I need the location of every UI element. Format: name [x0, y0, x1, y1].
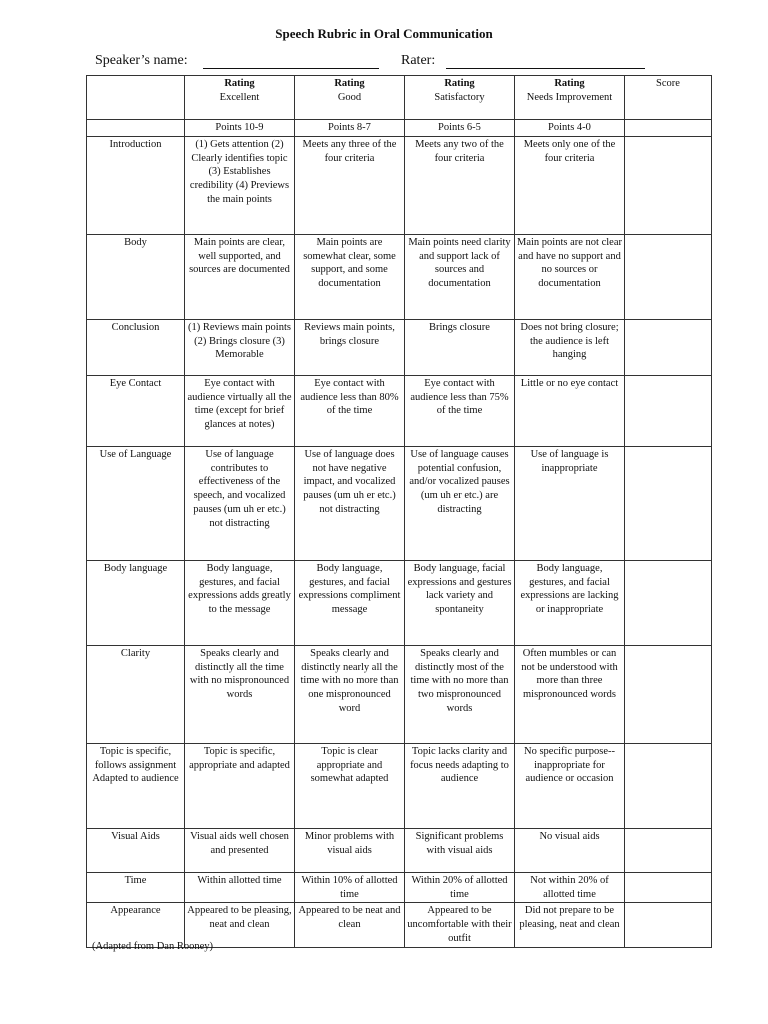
rubric-cell: Meets only one of the four criteria — [515, 136, 625, 234]
page-title: Speech Rubric in Oral Communication — [275, 26, 493, 41]
rubric-cell: Body language, gestures, and facial expressions adds greatly to the message — [185, 560, 295, 645]
criterion-cell: Body — [87, 234, 185, 319]
rubric-row-topic — [87, 743, 712, 828]
rubric-cell: Meets any three of the four criteria — [295, 136, 405, 234]
rubric-row-use-of-language — [87, 446, 712, 560]
rating-header-row — [87, 76, 712, 120]
points-cell: Points 8-7 — [295, 120, 405, 137]
rubric-cell: Speaks clearly and distinctly most of the time with no more than two mispronounced words — [405, 645, 515, 743]
points-cell: Points 4-0 — [515, 120, 625, 137]
rubric-cell: Reviews main points, brings closure — [295, 319, 405, 375]
points-score-cell — [625, 120, 712, 137]
rubric-cell: Little or no eye contact — [515, 375, 625, 446]
rating-header-excellent: Rating Excellent — [185, 76, 295, 120]
rubric-cell: Meets any two of the four criteria — [405, 136, 515, 234]
form-fields — [95, 52, 695, 72]
score-cell[interactable] — [625, 872, 712, 903]
rubric-cell: Body language, facial expressions and gestures lack variety and spontaneity — [405, 560, 515, 645]
criterion-cell: Appearance — [87, 903, 185, 947]
rating-header-satisfactory: Rating Satisfactory — [405, 76, 515, 120]
rubric-cell: No specific purpose--inappropriate for audience or occasion — [515, 743, 625, 828]
rubric-cell: Use of language is inappropriate — [515, 446, 625, 560]
rubric-row-eye-contact — [87, 375, 712, 446]
source-attribution: (Adapted from Dan Rooney) — [92, 941, 214, 952]
rubric-cell: Often mumbles or can not be understood with more than three mispronounced words — [515, 645, 625, 743]
rubric-cell: Use of language causes potential confusion, and/or vocalized pauses (um uh er etc.) are distracting — [405, 446, 515, 560]
criterion-cell: Clarity — [87, 645, 185, 743]
rubric-table — [86, 75, 712, 948]
speaker-name-label: Speaker’s name: — [95, 53, 188, 68]
score-cell[interactable] — [625, 319, 712, 375]
criterion-cell: Introduction — [87, 136, 185, 234]
rater-line — [446, 68, 645, 69]
points-blank-cell — [87, 120, 185, 137]
rubric-cell: Topic lacks clarity and focus needs adapting to audience — [405, 743, 515, 828]
rubric-cell: Eye contact with audience virtually all the time (except for brief glances at notes) — [185, 375, 295, 446]
rubric-cell: Eye contact with audience less than 80% of the time — [295, 375, 405, 446]
score-cell[interactable] — [625, 645, 712, 743]
speaker-name-line — [203, 68, 379, 69]
rubric-cell: Appeared to be neat and clean — [295, 903, 405, 947]
criterion-cell: Eye Contact — [87, 375, 185, 446]
score-cell[interactable] — [625, 375, 712, 446]
points-cell: Points 10-9 — [185, 120, 295, 137]
rubric-cell: Main points are somewhat clear, some support, and some documentation — [295, 234, 405, 319]
rubric-cell: (1) Reviews main points (2) Brings closure (3) Memorable — [185, 319, 295, 375]
score-cell[interactable] — [625, 743, 712, 828]
rubric-cell: Main points are clear, well supported, and sources are documented — [185, 234, 295, 319]
rubric-row-body — [87, 234, 712, 319]
rubric-cell: Appeared to be uncomfortable with their outfit — [405, 903, 515, 947]
score-cell[interactable] — [625, 136, 712, 234]
rubric-cell: Use of language contributes to effectiveness of the speech, and vocalized pauses (um uh er etc.) not distracting — [185, 446, 295, 560]
score-cell[interactable] — [625, 234, 712, 319]
rubric-row-time — [87, 872, 712, 903]
criterion-cell: Time — [87, 872, 185, 903]
rubric-cell: Use of language does not have negative impact, and vocalized pauses (um uh er etc.) not distracting — [295, 446, 405, 560]
rubric-row-clarity — [87, 645, 712, 743]
rubric-cell: Speaks clearly and distinctly all the time with no mispronounced words — [185, 645, 295, 743]
rater-label: Rater: — [401, 53, 436, 68]
rating-header-needs-improvement: Rating Needs Improvement — [515, 76, 625, 120]
rubric-cell: Significant problems with visual aids — [405, 828, 515, 872]
rubric-cell: Eye contact with audience less than 75% of the time — [405, 375, 515, 446]
rubric-cell: Within 20% of allotted time — [405, 872, 515, 903]
score-cell[interactable] — [625, 903, 712, 947]
rubric-row-body-language — [87, 560, 712, 645]
rubric-cell: Did not prepare to be pleasing, neat and clean — [515, 903, 625, 947]
rubric-cell: Speaks clearly and distinctly nearly all the time with no more than one mispronounced word — [295, 645, 405, 743]
rating-header-good: Rating Good — [295, 76, 405, 120]
rubric-cell: Main points are not clear and have no support and no sources or documentation — [515, 234, 625, 319]
criterion-cell: Body language — [87, 560, 185, 645]
rubric-cell: Within allotted time — [185, 872, 295, 903]
score-header: Score — [625, 76, 712, 120]
rubric-cell: Minor problems with visual aids — [295, 828, 405, 872]
rubric-cell: Appeared to be pleasing, neat and clean — [185, 903, 295, 947]
rubric-cell: Visual aids well chosen and presented — [185, 828, 295, 872]
score-cell[interactable] — [625, 446, 712, 560]
rubric-cell: No visual aids — [515, 828, 625, 872]
rubric-row-visual-aids — [87, 828, 712, 872]
rubric-cell: Brings closure — [405, 319, 515, 375]
score-cell[interactable] — [625, 560, 712, 645]
criterion-cell: Use of Language — [87, 446, 185, 560]
rubric-cell: Topic is specific, appropriate and adapted — [185, 743, 295, 828]
rubric-cell: Body language, gestures, and facial expressions are lacking or inappropriate — [515, 560, 625, 645]
criterion-header — [87, 76, 185, 120]
rubric-cell: (1) Gets attention (2) Clearly identifies topic (3) Establishes credibility (4) Previews the main points — [185, 136, 295, 234]
rubric-cell: Main points need clarity and support lack of sources and documentation — [405, 234, 515, 319]
criterion-cell: Conclusion — [87, 319, 185, 375]
points-cell: Points 6-5 — [405, 120, 515, 137]
rubric-cell: Not within 20% of allotted time — [515, 872, 625, 903]
points-row — [87, 120, 712, 137]
criterion-cell: Topic is specific, follows assignment Adapted to audience — [87, 743, 185, 828]
rubric-cell: Within 10% of allotted time — [295, 872, 405, 903]
rubric-cell: Does not bring closure; the audience is left hanging — [515, 319, 625, 375]
criterion-cell: Visual Aids — [87, 828, 185, 872]
score-cell[interactable] — [625, 828, 712, 872]
rubric-cell: Topic is clear appropriate and somewhat adapted — [295, 743, 405, 828]
rubric-row-introduction — [87, 136, 712, 234]
rubric-row-conclusion — [87, 319, 712, 375]
rubric-cell: Body language, gestures, and facial expressions compliment message — [295, 560, 405, 645]
